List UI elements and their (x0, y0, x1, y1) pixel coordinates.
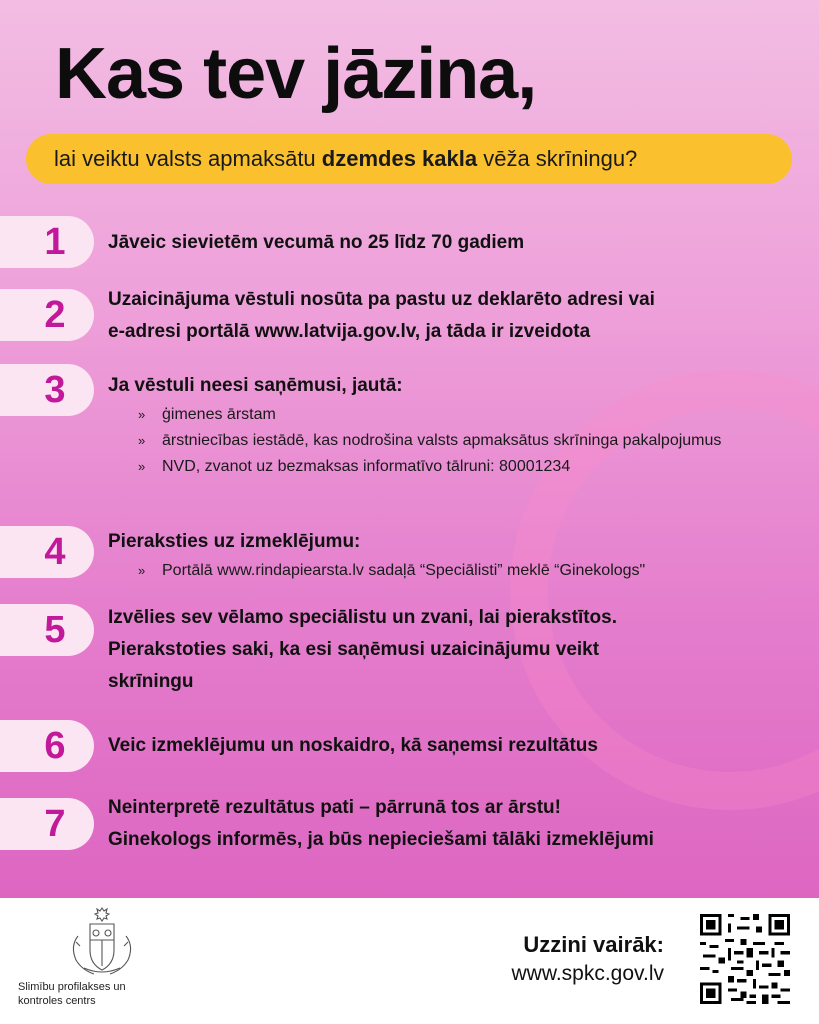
list-item (108, 558, 798, 584)
step-1 (108, 227, 798, 259)
organization-name (18, 980, 188, 1008)
step-7-line-2: Ginekologs informēs, ja būs nepieciešami tālāki izmeklējumi (108, 829, 654, 850)
step-2-line-2: e-adresi portālā www.latvija.gov.lv, ja tāda ir izveidota (108, 321, 591, 342)
step-3-item-1: ģimenes ārstam (162, 406, 276, 423)
qr-code-icon[interactable] (700, 914, 790, 1004)
bullet-icon: » (138, 407, 146, 422)
bullet-icon: » (138, 459, 146, 474)
step-number-1: 1 (0, 216, 94, 268)
step-3-item-2: ārstniecības iestādē, kas nodrošina valsts apmaksātus skrīninga pakalpojumus (162, 432, 722, 449)
organization-name-line-2: kontroles centrs (18, 995, 96, 1007)
page-title: Kas tev jāzina, (55, 34, 537, 114)
footer (0, 898, 819, 1024)
step-3 (108, 370, 798, 480)
subtitle-banner (26, 134, 792, 184)
step-number-7: 7 (0, 798, 94, 850)
bullet-icon: » (138, 433, 146, 448)
step-1-line-1: Jāveic sievietēm vecumā no 25 līdz 70 gadiem (108, 232, 525, 253)
step-number-4: 4 (0, 526, 94, 578)
step-5 (108, 602, 798, 698)
step-4-list (108, 558, 798, 584)
step-5-line-2: Pierakstoties saki, ka esi saņēmusi uzaicinājumu veikt (108, 639, 600, 660)
list-item (108, 402, 798, 428)
learn-more-label: Uzzini vairāk: (523, 932, 664, 957)
step-7 (108, 792, 798, 856)
step-5-line-3: skrīningu (108, 671, 194, 692)
step-4-line-1: Pieraksties uz izmeklējumu: (108, 531, 361, 552)
website-link[interactable]: www.spkc.gov.lv (511, 962, 664, 985)
step-3-list (108, 402, 798, 480)
step-4 (108, 526, 798, 584)
organization-name-line-1: Slimību profilakses un (18, 981, 126, 993)
subtitle-text-after: vēža skrīningu? (477, 146, 638, 171)
step-3-item-3: NVD, zvanot uz bezmaksas informatīvo tālruni: 80001234 (162, 458, 571, 475)
list-item (108, 454, 798, 480)
step-number-3: 3 (0, 364, 94, 416)
step-2 (108, 284, 798, 348)
step-3-line-1: Ja vēstuli neesi saņēmusi, jautā: (108, 375, 403, 396)
step-number-2: 2 (0, 289, 94, 341)
step-number-5: 5 (0, 604, 94, 656)
step-2-line-1: Uzaicinājuma vēstuli nosūta pa pastu uz deklarēto adresi vai (108, 289, 655, 310)
step-4-item-1: Portālā www.rindapiearsta.lv sadaļā “Speciālisti” meklē “Ginekologs" (162, 562, 646, 579)
subtitle-text-before: lai veiktu valsts apmaksātu (54, 146, 322, 171)
step-7-line-1: Neinterpretē rezultātus pati – pārrunā tos ar ārstu! (108, 797, 561, 818)
step-6 (108, 730, 798, 762)
coat-of-arms-icon (68, 906, 136, 978)
subtitle-emphasis: dzemdes kakla (321, 146, 478, 171)
step-6-line-1: Veic izmeklējumu un noskaidro, kā saņemsi rezultātus (108, 735, 598, 756)
step-number-6: 6 (0, 720, 94, 772)
list-item (108, 428, 798, 454)
bullet-icon: » (138, 563, 146, 578)
step-5-line-1: Izvēlies sev vēlamo speciālistu un zvani, lai pierakstītos. (108, 607, 618, 628)
